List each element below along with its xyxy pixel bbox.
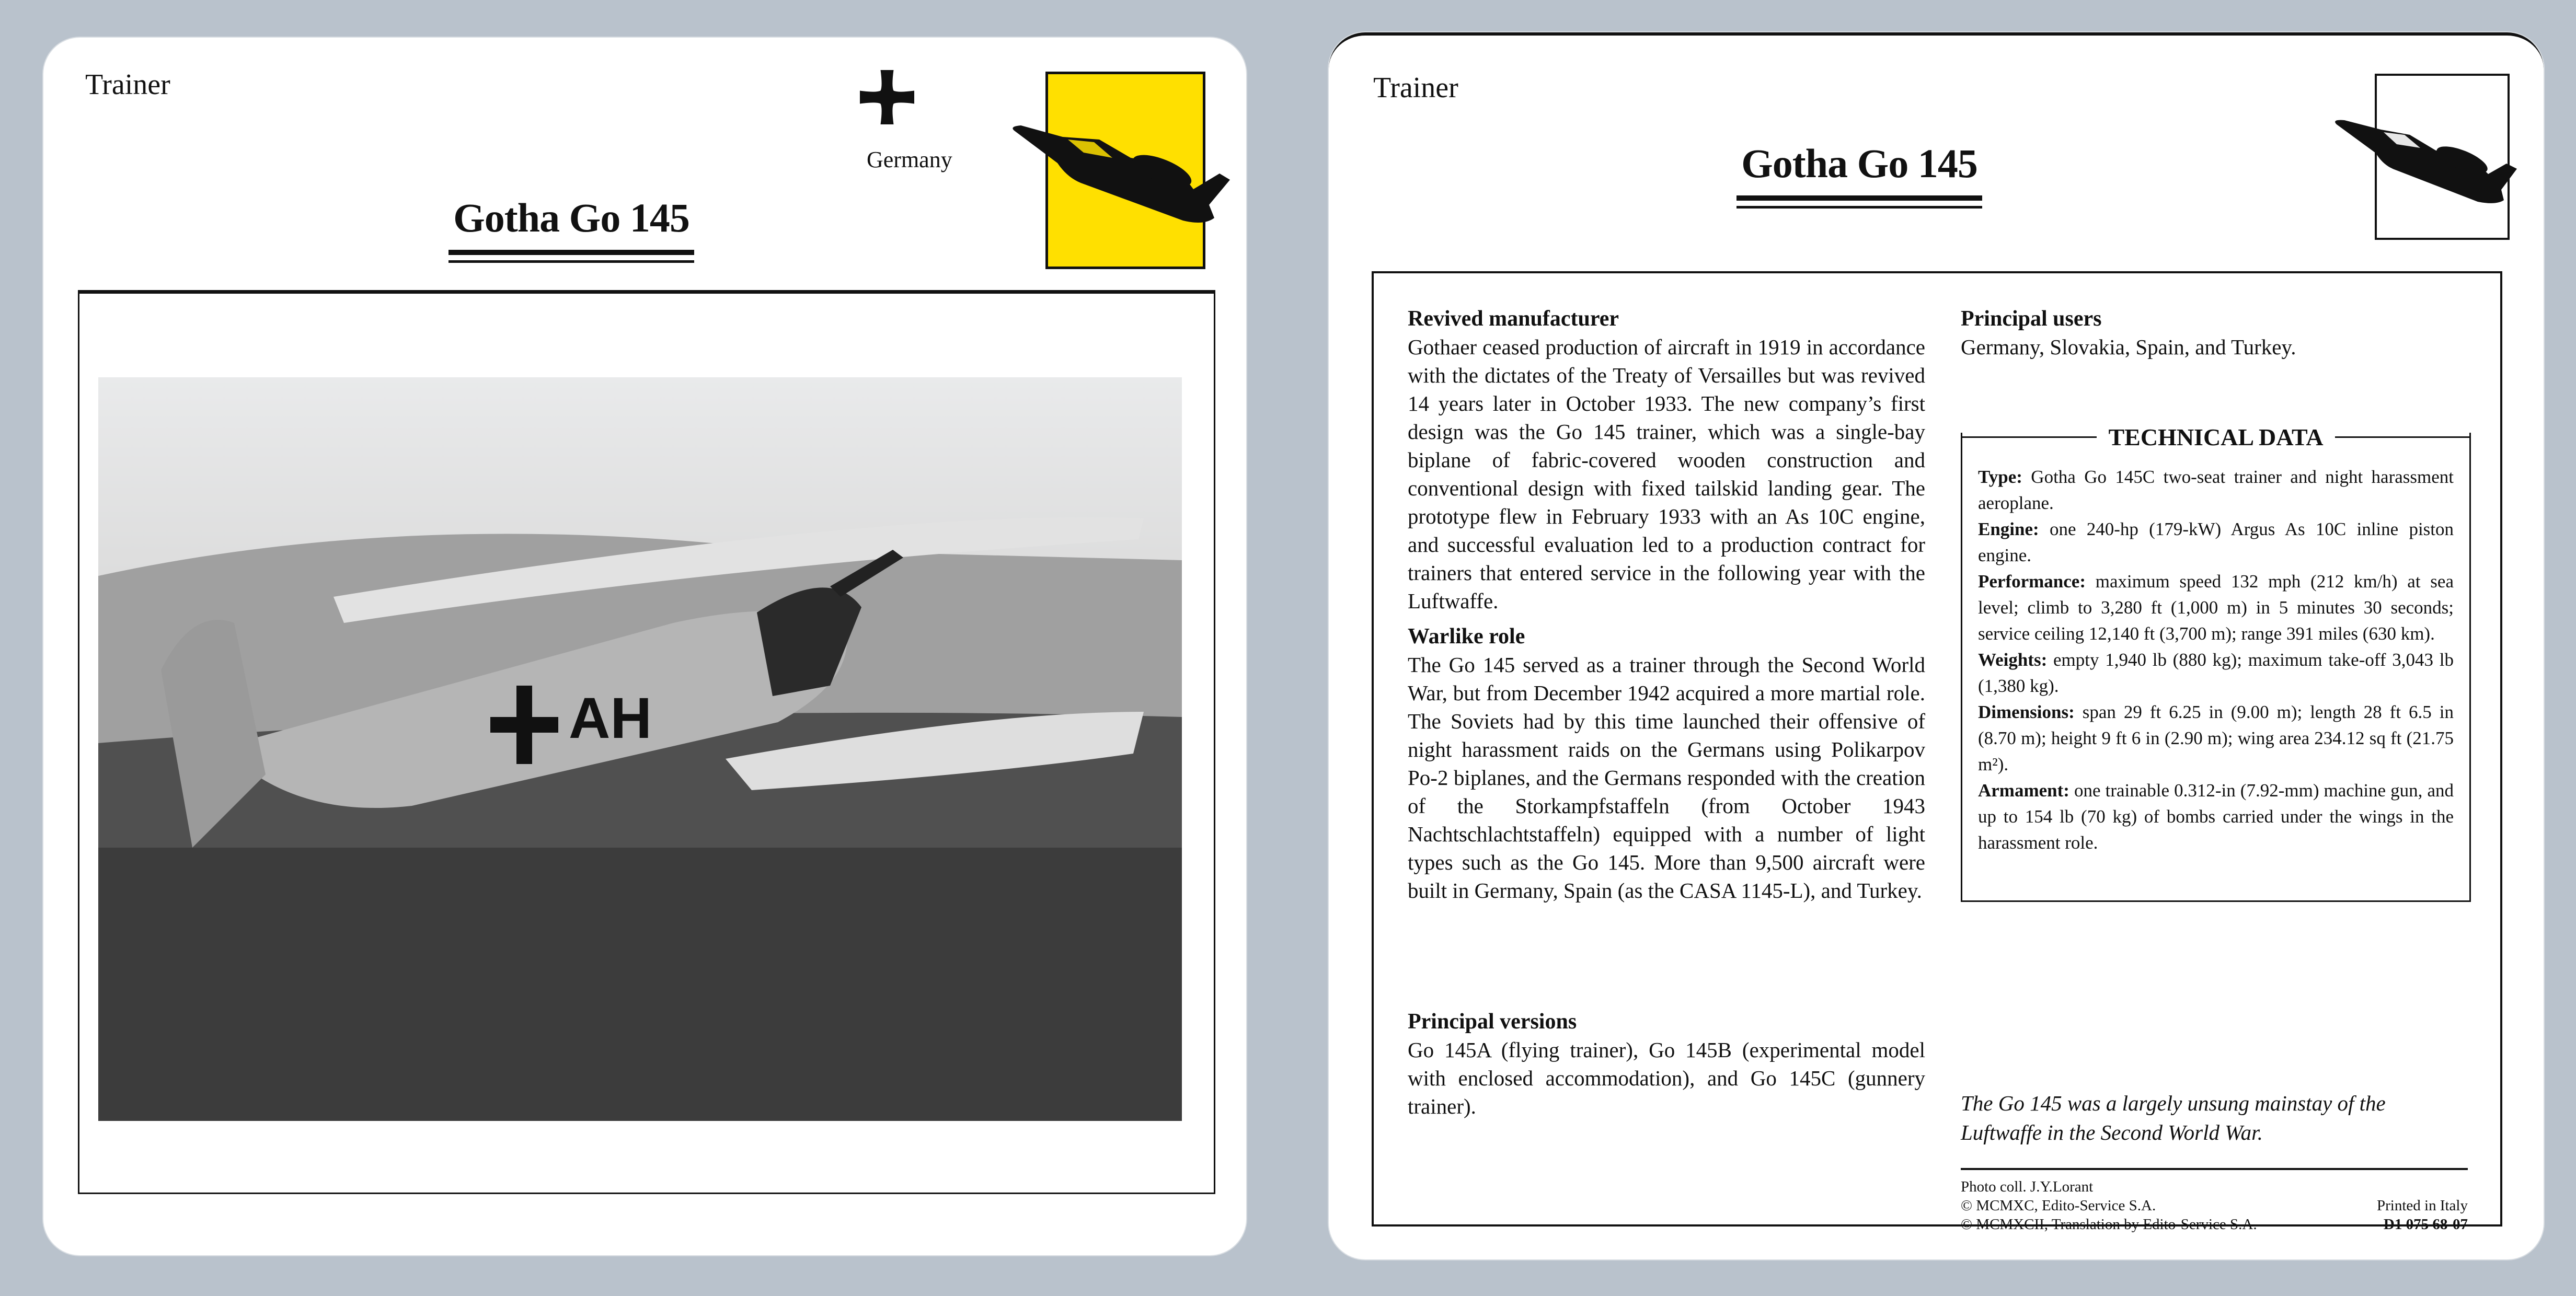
section-body-warlike: The Go 145 served as a trainer through the Second World War, but from December 1942 acquired a more martial role. The Soviets had by this time launched their offensive of night harassment raids on the Germans using Polikarpov Po-2 biplanes, and the Germans responded with the creation of the Storkampfstaffeln (from October 1943 Nachtschlachtstaffeln) equipped with a number of light types such as the Go 145. More than 9,500 aircraft were built in Germany, Spain (as the CASA 1145-L), and Turkey. <box>1408 653 1925 902</box>
tech-item-performance <box>1978 569 2454 647</box>
copyright-line-2: © MCMXCII, Translation by Edito-Service S.A. <box>1961 1216 2257 1233</box>
section-heading-revived: Revived manufacturer <box>1408 307 1619 331</box>
country-label: Germany <box>867 147 952 172</box>
section-heading-warlike: Warlike role <box>1408 624 1525 649</box>
tech-value: empty 1,940 lb (880 kg); maximum take-off 3,043 lb (1,380 kg). <box>1978 650 2454 696</box>
technical-data-box <box>1961 424 2471 902</box>
photo-frame <box>78 290 1215 1194</box>
tech-label: Dimensions: <box>1978 702 2075 722</box>
page-title <box>448 194 694 263</box>
tech-label: Armament: <box>1978 780 2069 801</box>
aircraft-title: Gotha Go 145 <box>453 195 689 240</box>
tech-label: Type: <box>1978 467 2022 487</box>
printed-in: Printed in Italy <box>2377 1197 2468 1214</box>
section-body-revived: Gothaer ceased production of aircraft in 1919 in accordance with the dictates of the Treaty of Versailles but was revived 14 years later in October 1933. The new company’s first design was the Go 145 trainer, which was a single-bay biplane of fabric-covered wooden construction and conventional design with fixed tailskid landing gear. The prototype flew in February 1933 with an As 10C engine, and successful evaluation led to a production contract for trainers that entered service in the following year with the Luftwaffe. <box>1408 335 1925 613</box>
right-column <box>1961 305 2468 361</box>
tech-item-dimensions <box>1978 699 2454 778</box>
versions-section <box>1408 1008 1925 1120</box>
title-rule-thick <box>1736 195 1982 201</box>
tech-value: maximum speed 132 mph (212 km/h) at sea level; climb to 3,280 ft (1,000 m) in 5 minutes 30 seconds; service ceiling 12,140 ft (3,700 m); range 391 miles (630 km). <box>1978 571 2454 644</box>
svg-text:AH: AH <box>569 686 652 750</box>
title-rule-thin <box>1736 206 1982 209</box>
technical-data-title: TECHNICAL DATA <box>2108 424 2324 450</box>
left-column <box>1408 305 1925 912</box>
tech-value: one 240-hp (179-kW) Argus As 10C inline piston engine. <box>1978 519 2454 565</box>
title-rule-thin <box>448 260 694 263</box>
divider <box>1961 436 2097 438</box>
tech-item-armament <box>1978 778 2454 856</box>
technical-data-header <box>1961 423 2471 451</box>
tech-label: Engine: <box>1978 519 2039 539</box>
text-frame <box>1372 271 2502 1233</box>
footer-print-info <box>2346 1196 2468 1234</box>
tech-item-engine <box>1978 516 2454 569</box>
section-body-users: Germany, Slovakia, Spain, and Turkey. <box>1961 335 2296 359</box>
card-front <box>43 38 1246 1255</box>
card-back <box>1329 32 2544 1259</box>
card-code: D1 075 68-07 <box>2383 1216 2468 1233</box>
divider <box>2335 436 2471 438</box>
category-label: Trainer <box>85 68 170 101</box>
footer-credits <box>1961 1177 2257 1234</box>
footer-divider <box>1961 1168 2468 1170</box>
aircraft-photo <box>98 377 1182 1121</box>
tech-value: Gotha Go 145C two-seat trainer and night harassment aeroplane. <box>1978 467 2454 513</box>
photo-caption: The Go 145 was a largely unsung mainstay of the Luftwaffe in the Second World War. <box>1961 1091 2386 1144</box>
tech-item-type <box>1978 464 2454 516</box>
category-label: Trainer <box>1373 72 1458 104</box>
jet-trainer-silhouette-icon <box>2331 114 2520 213</box>
aircraft-title: Gotha Go 145 <box>1741 141 1977 186</box>
technical-data-list <box>1978 464 2454 856</box>
tech-value: span 29 ft 6.25 in (9.00 m); length 28 ft 6.5 in (8.70 m); height 9 ft 6 in (2.90 m); wing area 234.12 sq ft (21.75 m²). <box>1978 702 2454 774</box>
section-heading-users: Principal users <box>1961 307 2102 331</box>
jet-trainer-silhouette-icon <box>1005 116 1235 236</box>
tech-item-weights <box>1978 647 2454 699</box>
section-body-versions: Go 145A (flying trainer), Go 145B (experimental model with enclosed accommodation), and Go 145C (gunnery trainer). <box>1408 1038 1925 1118</box>
copyright-line-1: © MCMXC, Edito-Service S.A. <box>1961 1197 2156 1214</box>
tech-label: Performance: <box>1978 571 2086 592</box>
tech-label: Weights: <box>1978 650 2048 670</box>
section-heading-versions: Principal versions <box>1408 1010 1577 1034</box>
page-title <box>1736 140 1982 209</box>
tech-value: one trainable 0.312-in (7.92-mm) machine gun, and up to 154 lb (70 kg) of bombs carried under the wings in the harassment role. <box>1978 780 2454 853</box>
photo-credit: Photo coll. J.Y.Lorant <box>1961 1178 2094 1195</box>
balkenkreuz-cross-icon <box>860 70 914 124</box>
title-rule-thick <box>448 250 694 255</box>
